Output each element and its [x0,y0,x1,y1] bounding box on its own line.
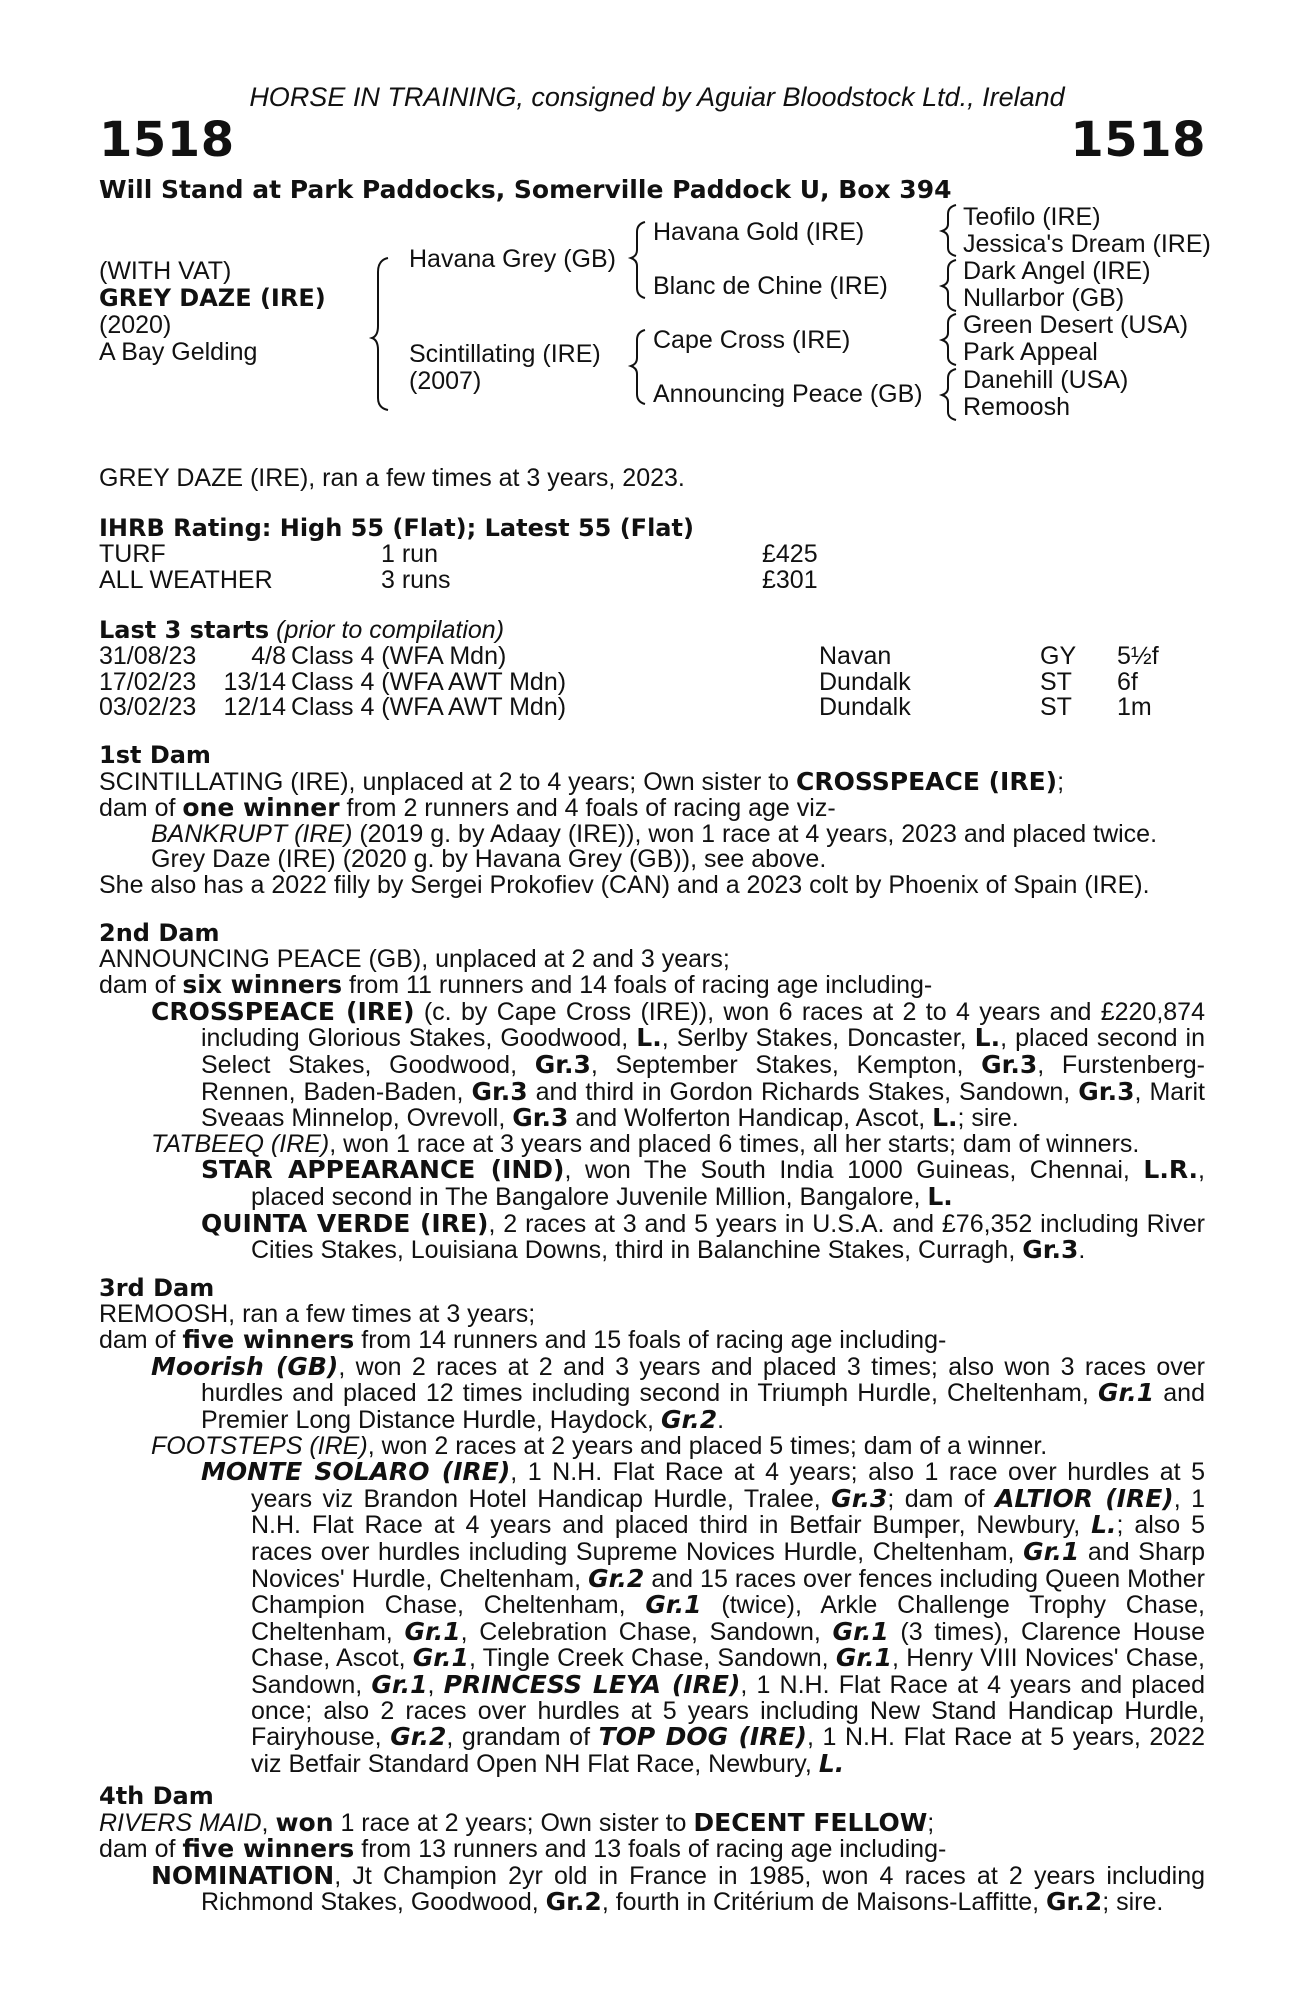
third-dam-line2: dam of five winners from 14 runners and 15 foals of racing age including- [99,1325,947,1355]
pedigree-gg-4: Nullarbor (GB) [963,284,1125,312]
starts-subtitle: (prior to compilation) [276,616,505,644]
progeny-monte-solaro: MONTE SOLARO (IRE), 1 N.H. Flat Race at 4 years; also 1 race over hurdles at 5 years viz Brandon Hotel Handicap Hurdle, Tralee, Gr.3; dam of ALTIOR (IRE), 1 N.H. Flat Race at 4 years and placed third in Betfair Bumper, Newbury, L.; also 5 races over hurdles including Supreme Novices Hurdle, Cheltenham, Gr.1 and Sharp Novices' Hurdle, Cheltenham, Gr.2 and 15 races over fences including Queen Mother Champion Chase, Cheltenham, Gr.1 (twice), Arkle Challenge Trophy Chase, Cheltenham, Gr.1, Celebration Chase, Sandown, Gr.1 (3 times), Clarence House Chase, Ascot, Gr.1, Tingle Creek Chase, Sandown, Gr.1, Henry VIII Novices' Chase, Sandown, Gr.1, PRINCESS LEYA (IRE), 1 N.H. Flat Race at 4 years and placed once; also 2 races over hurdles at 5 years including New Stand Handicap Hurdle, Fairyhouse, Gr.2, grandam of TOP DOG (IRE), 1 N.H. Flat Race at 5 years, 2022 viz Betfair Standard Open NH Flat Race, Newbury, L. [201,1457,1206,1778]
starts-title: Last 3 starts [99,616,270,644]
pedigree-gg-6: Park Appeal [963,338,1098,366]
pedigree-sire-dam: Blanc de Chine (IRE) [653,272,888,300]
second-dam-heading: 2nd Dam [99,919,220,947]
progeny-nomination: NOMINATION, Jt Champion 2yr old in France in 1985, won 4 races at 2 years including Richmond Stakes, Goodwood, Gr.2, fourth in Critérium de Maisons-Laffitte, Gr.2; sire. [151,1860,1205,1917]
stand-location: Will Stand at Park Paddocks, Somerville Paddock U, Box 394 [99,175,952,204]
fourth-dam-heading: 4th Dam [99,1782,214,1810]
progeny-tatbeeq: TATBEEQ (IRE), won 1 race at 3 years and placed 6 times, all her starts; dam of winners. [151,1129,1140,1158]
progeny-grey-daze: Grey Daze (IRE) (2020 g. by Havana Grey (GB)), see above. [151,845,827,874]
start-course: Dundalk [819,693,911,721]
first-dam-section [99,743,1205,899]
pedigree-gg-2: Jessica's Dream (IRE) [963,230,1211,258]
horse-description: A Bay Gelding [99,338,258,366]
horse-name: GREY DAZE (IRE) [99,284,326,312]
third-dam-section [99,1276,1205,1777]
rating-surface-aw: ALL WEATHER [99,566,273,594]
rating-surface-turf: TURF [99,540,166,568]
start-race: Class 4 (WFA Mdn) [291,642,507,670]
rating-prize-turf: £425 [762,540,818,568]
start-distance: 1m [1117,693,1152,721]
starts-title-line [99,617,504,643]
start-race: Class 4 (WFA AWT Mdn) [291,693,567,721]
fourth-dam-line1: RIVERS MAID, won 1 race at 2 years; Own sister to DECENT FELLOW; [99,1807,935,1837]
fourth-dam-section [99,1784,1205,1916]
start-distance: 5½f [1117,642,1159,670]
start-position: 12/14 [223,693,286,721]
progeny-quinta-verde: QUINTA VERDE (IRE), 2 races at 3 and 5 years in U.S.A. and £76,352 including River Cities Stakes, Louisiana Downs, third in Balanchine Stakes, Curragh, Gr.3. [201,1208,1206,1265]
pedigree-dam-sire: Cape Cross (IRE) [653,326,851,354]
third-dam-line1: REMOOSH, ran a few times at 3 years; [99,1299,536,1328]
first-dam-other-foals: She also has a 2022 filly by Sergei Prokofiev (CAN) and a 2023 colt by Phoenix of Spain (IRE). [99,870,1150,899]
start-date: 31/08/23 [99,642,197,670]
rating-title: IHRB Rating: High 55 (Flat); Latest 55 (Flat) [99,514,694,542]
start-position: 4/8 [251,642,286,670]
start-course: Navan [819,642,892,670]
start-distance: 6f [1117,668,1138,696]
start-position: 13/14 [223,668,286,696]
progeny-crosspeace: CROSSPEACE (IRE) (c. by Cape Cross (IRE)), won 6 races at 2 to 4 years and £220,874 including Glorious Stakes, Goodwood, L., Serlby Stakes, Doncaster, L., placed second in Select Stakes, Goodwood, Gr.3, September Stakes, Kempton, Gr.3, Furstenberg-Rennen, Baden-Baden, Gr.3 and third in Gordon Richards Stakes, Sandown, Gr.3, Marit Sveaas Minnelop, Ovrevoll, Gr.3 and Wolferton Handicap, Ascot, L.; sire. [151,996,1206,1133]
pedigree-gg-5: Green Desert (USA) [963,311,1189,339]
start-race: Class 4 (WFA AWT Mdn) [291,668,567,696]
pedigree-dam-dam: Announcing Peace (GB) [653,380,923,408]
pedigree-dam: Scintillating (IRE) [409,340,601,368]
rating-prize-aw: £301 [762,566,818,594]
start-going: GY [1040,642,1077,670]
first-dam-line2: dam of one winner from 2 runners and 4 foals of racing age viz- [99,793,836,823]
vat-note: (WITH VAT) [99,257,232,285]
rating-runs-aw: 3 runs [381,566,451,594]
consignor-header: HORSE IN TRAINING, consigned by Aguiar Bloodstock Ltd., Ireland [249,82,1065,112]
progeny-moorish: Moorish (GB), won 2 races at 2 and 3 years and placed 3 times; also won 3 races over hurdles and placed 12 times including second in Triumph Hurdle, Cheltenham, Gr.1 and Premier Long Distance Hurdle, Haydock, Gr.2. [151,1351,1205,1434]
horse-year: (2020) [99,311,172,339]
lot-number-left: 1518 [99,112,235,168]
start-going: ST [1040,693,1072,721]
pedigree-sire: Havana Grey (GB) [409,245,617,273]
pedigree-gg-7: Danehill (USA) [963,366,1129,394]
start-date: 17/02/23 [99,668,197,696]
fourth-dam-line2: dam of five winners from 13 runners and 13 foals of racing age including- [99,1834,947,1864]
progeny-star-appearance: STAR APPEARANCE (IND), won The South India 1000 Guineas, Chennai, L.R., placed second in The Bangalore Juvenile Million, Bangalore, L. [201,1155,1205,1211]
pedigree-sire-sire: Havana Gold (IRE) [653,218,865,246]
progeny-bankrupt: BANKRUPT (IRE) (2019 g. by Adaay (IRE)), won 1 race at 4 years, 2023 and placed twice. [151,819,1158,848]
pedigree-gg-8: Remoosh [963,393,1070,421]
second-dam-section [99,921,1205,1264]
lot-number-right: 1518 [1070,112,1206,168]
start-date: 03/02/23 [99,693,197,721]
progeny-footsteps: FOOTSTEPS (IRE), won 2 races at 2 years and placed 5 times; dam of a winner. [151,1431,1048,1460]
race-summary: GREY DAZE (IRE), ran a few times at 3 years, 2023. [99,464,685,492]
second-dam-line2: dam of six winners from 11 runners and 14 foals of racing age including- [99,970,933,1000]
second-dam-line1: ANNOUNCING PEACE (GB), unplaced at 2 and 3 years; [99,944,730,973]
start-course: Dundalk [819,668,911,696]
pedigree-gg-1: Teofilo (IRE) [963,203,1101,231]
first-dam-heading: 1st Dam [99,741,211,769]
start-going: ST [1040,668,1072,696]
pedigree-gg-3: Dark Angel (IRE) [963,257,1151,285]
pedigree-dam-year: (2007) [409,367,482,395]
third-dam-heading: 3rd Dam [99,1274,215,1302]
first-dam-line1: SCINTILLATING (IRE), unplaced at 2 to 4 years; Own sister to CROSSPEACE (IRE); [99,766,1065,796]
rating-runs-turf: 1 run [381,540,438,568]
